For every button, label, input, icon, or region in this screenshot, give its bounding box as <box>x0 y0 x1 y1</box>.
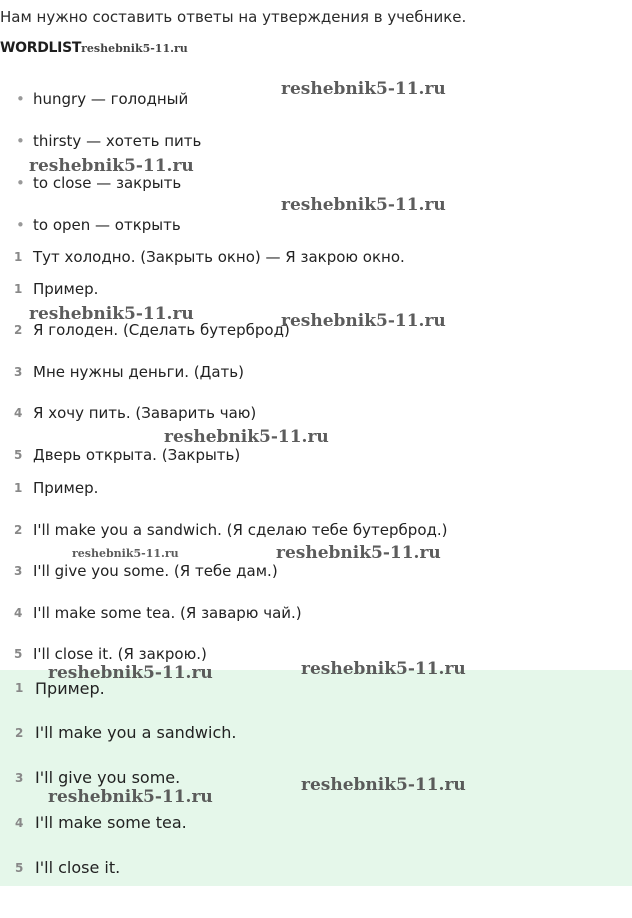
list-number: 4 <box>14 606 23 620</box>
bullet-icon: • <box>16 174 25 192</box>
list-item: Пример. <box>33 479 99 497</box>
wordlist-item: to close — закрыть <box>33 174 182 192</box>
list-item: I'll close it. (Я закрою.) <box>33 645 207 663</box>
answer-item: I'll give you some. <box>35 768 181 787</box>
watermark: reshebnik5-11.ru <box>29 304 194 324</box>
list-number: 3 <box>14 365 23 379</box>
wordlist-item: hungry — голодный <box>33 90 189 108</box>
answer-item: I'll make some tea. <box>35 813 187 832</box>
list-number: 2 <box>15 726 24 740</box>
list-number: 1 <box>14 250 23 264</box>
watermark: reshebnik5-11.ru <box>281 311 446 331</box>
bullet-icon: • <box>16 90 25 108</box>
answer-item: I'll make you a sandwich. <box>35 723 237 742</box>
wordlist-label: WORDLIST <box>0 40 82 56</box>
list-item: Дверь открыта. (Закрыть) <box>33 446 241 464</box>
list-number: 5 <box>15 861 24 875</box>
list-number: 1 <box>15 681 24 695</box>
list-number: 3 <box>15 771 24 785</box>
watermark: reshebnik5-11.ru <box>301 775 466 795</box>
watermark: reshebnik5-11.ru <box>276 543 441 563</box>
bullet-icon: • <box>16 132 25 150</box>
answer-item: Пример. <box>35 679 105 698</box>
intro-text: Нам нужно составить ответы на утверждения в учебнике. <box>0 8 467 26</box>
wordlist-heading <box>0 40 188 56</box>
list-number: 1 <box>14 481 23 495</box>
watermark: reshebnik5-11.ru <box>301 659 466 679</box>
list-number: 3 <box>14 564 23 578</box>
list-number: 4 <box>15 816 24 830</box>
watermark: reshebnik5-11.ru <box>72 547 179 560</box>
watermark: reshebnik5-11.ru <box>281 79 446 99</box>
list-number: 2 <box>14 523 23 537</box>
watermark: reshebnik5-11.ru <box>48 663 213 683</box>
list-item: Тут холодно. (Закрыть окно) — Я закрою окно. <box>33 248 405 266</box>
list-number: 5 <box>14 647 23 661</box>
list-number: 4 <box>14 406 23 420</box>
list-item: I'll make some tea. (Я заварю чай.) <box>33 604 302 622</box>
watermark: reshebnik5-11.ru <box>81 42 188 55</box>
list-item: Я голоден. (Сделать бутерброд) <box>33 321 290 339</box>
watermark: reshebnik5-11.ru <box>29 156 194 176</box>
list-number: 2 <box>14 323 23 337</box>
list-item: I'll give you some. (Я тебе дам.) <box>33 562 278 580</box>
list-item: Я хочу пить. (Заварить чаю) <box>33 404 257 422</box>
wordlist-item: thirsty — хотеть пить <box>33 132 202 150</box>
watermark: reshebnik5-11.ru <box>281 195 446 215</box>
list-item: Мне нужны деньги. (Дать) <box>33 363 244 381</box>
watermark: reshebnik5-11.ru <box>164 427 329 447</box>
list-number: 1 <box>14 282 23 296</box>
list-item: Пример. <box>33 280 99 298</box>
wordlist-item: to open — открыть <box>33 216 181 234</box>
bullet-icon: • <box>16 216 25 234</box>
answer-item: I'll close it. <box>35 858 121 877</box>
list-number: 5 <box>14 448 23 462</box>
list-item: I'll make you a sandwich. (Я сделаю тебе бутерброд.) <box>33 521 448 539</box>
watermark: reshebnik5-11.ru <box>48 787 213 807</box>
